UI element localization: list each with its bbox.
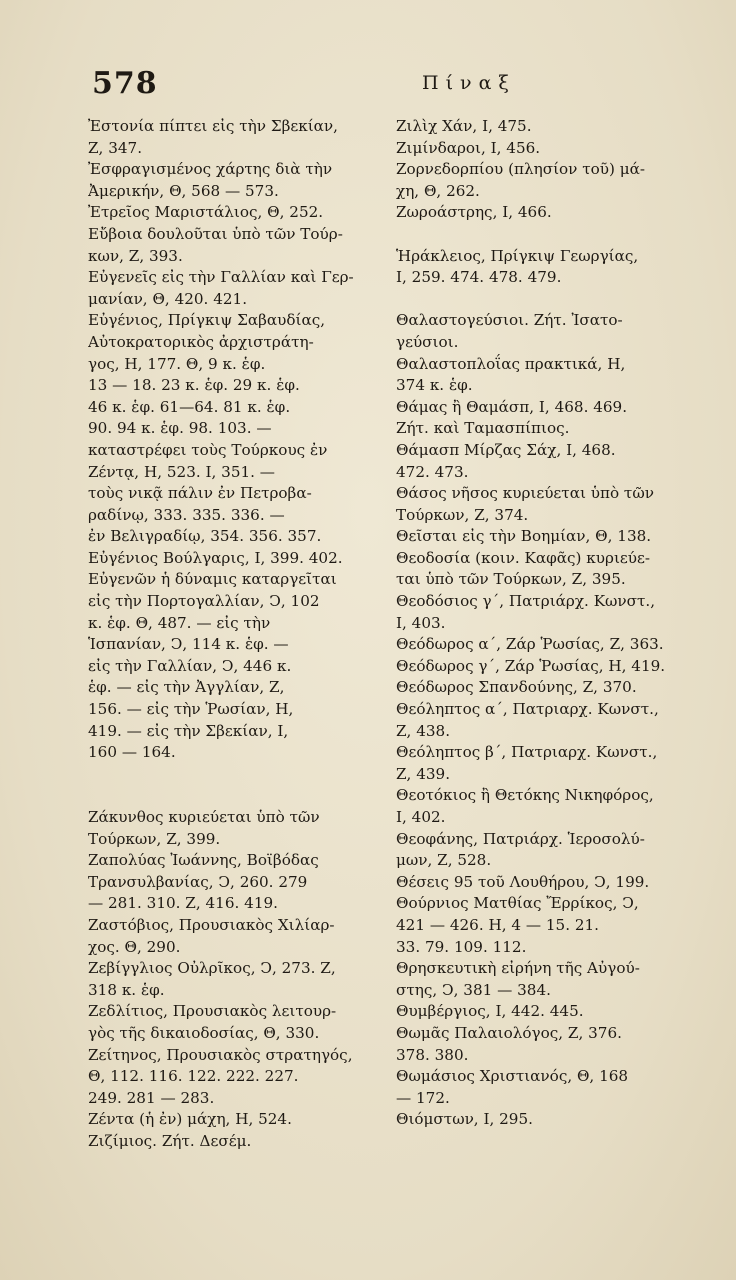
page-number: 578	[92, 66, 158, 101]
index-line: Εὐγένιος Βούλγαρις, Ι, 399. 402.	[88, 548, 343, 567]
running-title: Πίναξ	[422, 72, 516, 94]
index-line: Ζιζίμιος. Ζήτ. Δεσέμ.	[88, 1131, 252, 1150]
index-line: 419. — εἰς τὴν Σβεκίαν, Ι,	[88, 721, 289, 740]
index-line: Ζεβίγγλιος Οὐλρῖκος, Ͻ, 273. Ζ,	[88, 959, 336, 978]
index-line: κων, Ζ, 393.	[88, 246, 183, 265]
index-line: Εὐγένιος, Πρίγκιψ Σαβαυδίας,	[88, 311, 326, 330]
index-line: Θωμάσιος Χριστιανός, Θ, 168	[396, 1067, 629, 1086]
index-line: Θεοφάνης, Πατριάρχ. Ἱεροσολύ-	[396, 829, 645, 848]
page-header	[92, 66, 652, 110]
index-line: Ζεδλίτιος, Προυσιακὸς λειτουρ-	[88, 1002, 337, 1021]
index-line: Ζέντᾳ, Η, 523. Ι, 351. —	[88, 462, 275, 481]
index-line: στης, Ͻ, 381 — 384.	[396, 980, 551, 999]
index-line: Εὔβοια δουλοῦται ὑπὸ τῶν Τούρ-	[88, 224, 343, 243]
index-line: Θαλαστοπλοΐας πρακτικά, Η,	[396, 354, 626, 373]
index-line: Ἀμερικήν, Θ, 568 — 573.	[88, 181, 279, 200]
index-line: Ι, 403.	[396, 613, 446, 632]
index-line: ραδίνῳ, 333. 335. 336. —	[88, 505, 285, 524]
index-line: Θ, 112. 116. 122. 222. 227.	[88, 1067, 299, 1086]
index-line: Θεοδοσία (κοιν. Καφᾶς) κυριεύε-	[396, 548, 651, 567]
index-line: 46 κ. ἑφ. 61—64. 81 κ. ἑφ.	[88, 397, 291, 416]
index-line: ται ὑπὸ τῶν Τούρκων, Ζ, 395.	[396, 570, 626, 589]
index-line: Τούρκων, Ζ, 374.	[396, 505, 529, 524]
index-line: Ἡράκλειος, Πρίγκιψ Γεωργίας,	[396, 246, 639, 265]
index-line: χη, Θ, 262.	[396, 181, 480, 200]
index-line: Ζιμίνδαροι, Ι, 456.	[396, 138, 541, 157]
index-line: μανίαν, Θ, 420. 421.	[88, 289, 248, 308]
index-line: 378. 380.	[396, 1045, 469, 1064]
index-line: ἐν Βελιγραδίῳ, 354. 356. 357.	[88, 527, 322, 546]
index-line: 374 κ. ἑφ.	[396, 376, 473, 395]
index-line: Ζωροάστρης, Ι, 466.	[396, 203, 552, 222]
blank-line	[396, 289, 688, 311]
index-line: Θούρνιος Ματθίας Ἔρρίκος, Ͻ,	[396, 894, 639, 913]
index-line: Τούρκων, Ζ, 399.	[88, 829, 221, 848]
index-line: Εὐγενεῖς εἰς τὴν Γαλλίαν καὶ Γερ-	[88, 268, 354, 287]
index-line: Ζ, 439.	[396, 764, 451, 783]
index-line: Θέσεις 95 τοῦ Λουθήρου, Ͻ, 199.	[396, 872, 650, 891]
index-line: 472. 473.	[396, 462, 469, 481]
index-line: 33. 79. 109. 112.	[396, 937, 527, 956]
index-line: Θαλαστογεύσιοι. Ζήτ. Ἰσατο-	[396, 311, 623, 330]
index-line: Ἱσπανίαν, Ͻ, 114 κ. ἑφ. —	[88, 635, 289, 654]
index-line: Θάμασπ Μίρζας Σάχ, Ι, 468.	[396, 440, 616, 459]
index-line: Ζιλὶχ Χάν, Ι, 475.	[396, 117, 532, 135]
index-line: Θεοτόκιος ἢ Θετόκης Νικηφόρος,	[396, 786, 654, 805]
blank-line	[88, 785, 380, 807]
index-line: Εὐγενῶν ἡ δύναμις καταργεῖται	[88, 570, 337, 589]
index-line: 421 — 426. Η, 4 — 15. 21.	[396, 915, 600, 934]
index-line: Θρησκευτικὴ εἰρήνη τῆς Αὐγού-	[396, 959, 640, 978]
index-line: Θεοδόσιος γ΄, Πατριάρχ. Κωνστ.,	[396, 592, 656, 611]
index-line: Αὐτοκρατορικὸς ἀρχιστράτη-	[88, 332, 314, 351]
index-line: Θεόληπτος α΄, Πατριαρχ. Κωνστ.,	[396, 700, 659, 719]
index-line: γὸς τῆς δικαιοδοσίας, Θ, 330.	[88, 1023, 320, 1042]
index-line: Ζ, 347.	[88, 138, 143, 157]
index-line: Ἐστονία πίπτει εἰς τὴν Σβεκίαν,	[88, 117, 338, 135]
index-line: Θεόδωρος Σπανδούνης, Ζ, 370.	[396, 678, 637, 697]
index-line: Ζορνεδορπίου (πλησίον τοῦ) μά-	[396, 160, 646, 179]
index-line: Ζήτ. καὶ Ταμασπίπιος.	[396, 419, 570, 438]
index-line: Ι, 402.	[396, 808, 446, 826]
index-line: Θωμᾶς Παλαιολόγος, Ζ, 376.	[396, 1023, 622, 1042]
index-line: γος, Η, 177. Θ, 9 κ. ἑφ.	[88, 354, 266, 373]
index-column-right	[396, 116, 688, 1131]
index-line: χος. Θ, 290.	[88, 937, 181, 956]
index-line: μων, Ζ, 528.	[396, 851, 492, 870]
index-line: 90. 94 κ. ἑφ. 98. 103. —	[88, 419, 272, 438]
index-line: — 281. 310. Ζ, 416. 419.	[88, 894, 278, 913]
index-line: Θάσος νῆσος κυριεύεται ὑπὸ τῶν	[396, 484, 654, 503]
index-line: Ι, 259. 474. 478. 479.	[396, 268, 562, 287]
index-line: Θάμας ἢ Θαμάσπ, Ι, 468. 469.	[396, 397, 628, 416]
index-line: Θεόδωρος α΄, Ζάρ Ῥωσίας, Ζ, 363.	[396, 635, 664, 654]
index-line: γεύσιοι.	[396, 332, 459, 351]
index-line: εἰς τὴν Πορτογαλλίαν, Ͻ, 102	[88, 592, 320, 611]
index-line: Ζάκυνθος κυριεύεται ὑπὸ τῶν	[88, 808, 320, 826]
index-line: Ζαπολύας Ἰωάννης, Βοϊβόδας	[88, 851, 319, 870]
index-line: Ἐσφραγισμένος χάρτης διὰ τὴν	[88, 160, 333, 179]
index-line: εἰς τὴν Γαλλίαν, Ͻ, 446 κ.	[88, 656, 292, 675]
index-line: Θεῖσται εἰς τὴν Βοημίαν, Θ, 138.	[396, 527, 652, 546]
index-line: 249. 281 — 283.	[88, 1088, 215, 1107]
index-line: Ζαστόβιος, Προυσιακὸς Χιλίαρ-	[88, 915, 335, 934]
index-column-left	[88, 116, 380, 1153]
index-line: Θιόμστων, Ι, 295.	[396, 1110, 533, 1129]
index-line: Θεόληπτος β΄, Πατριαρχ. Κωνστ.,	[396, 743, 658, 762]
index-line: καταστρέφει τοὺς Τούρκους ἐν	[88, 440, 328, 459]
index-line: Θεόδωρος γ΄, Ζάρ Ῥωσίας, Η, 419.	[396, 656, 666, 675]
index-line: Ζ, 438.	[396, 721, 451, 740]
index-line: 160 — 164.	[88, 743, 176, 762]
index-line: ἑφ. — εἰς τὴν Ἀγγλίαν, Ζ,	[88, 678, 285, 697]
index-line: 318 κ. ἑφ.	[88, 980, 165, 999]
index-line: 156. — εἰς τὴν Ῥωσίαν, Η,	[88, 700, 294, 719]
index-line: Ζείτηνος, Προυσιακὸς στρατηγός,	[88, 1045, 353, 1064]
blank-line	[396, 224, 688, 246]
blank-line	[88, 764, 380, 786]
index-line: — 172.	[396, 1088, 450, 1107]
index-line: Ἐτρεῖος Μαριστάλιος, Θ, 252.	[88, 203, 324, 222]
index-line: κ. ἑφ. Θ, 487. — εἰς τὴν	[88, 613, 271, 632]
index-line: 13 — 18. 23 κ. ἑφ. 29 κ. ἑφ.	[88, 376, 300, 395]
index-line: Τρανσυλβανίας, Ͻ, 260. 279	[88, 872, 308, 891]
index-line: Θυμβέργιος, Ι, 442. 445.	[396, 1002, 584, 1021]
index-line: τοὺς νικᾷ πάλιν ἐν Πετροβα-	[88, 484, 312, 503]
index-line: Ζέντα (ἡ ἐν) μάχη, Η, 524.	[88, 1110, 292, 1129]
